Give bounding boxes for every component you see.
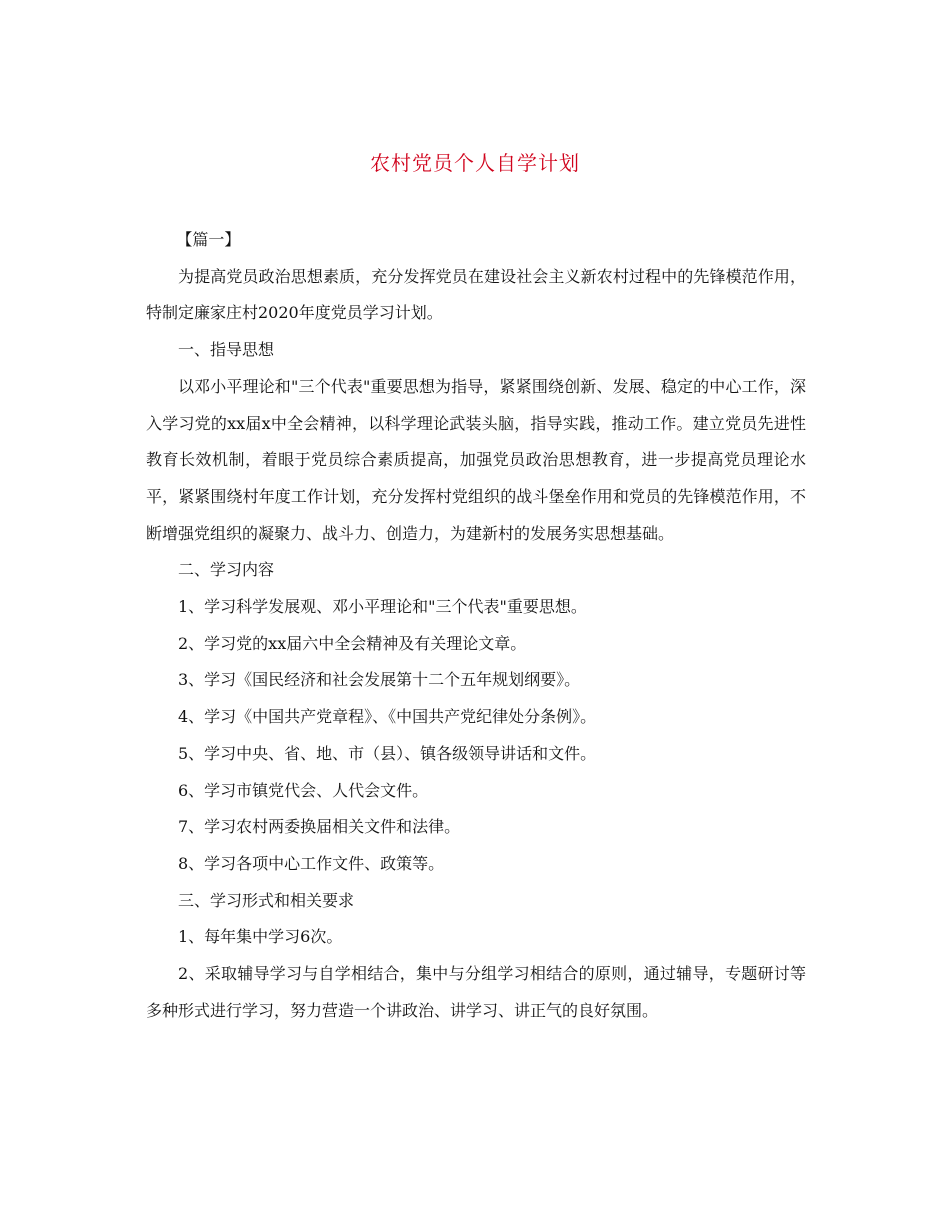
heading-guiding-thought: 一、指导思想 — [178, 340, 275, 360]
heading-study-content: 二、学习内容 — [178, 560, 275, 580]
study-item: 4、学习《中国共产党章程》、《中国共产党纪律处分条例》。 — [178, 707, 597, 727]
study-item: 1、学习科学发展观、邓小平理论和"三个代表"重要思想。 — [178, 597, 587, 617]
requirement-item: 1、每年集中学习6次。 — [178, 927, 343, 947]
study-item: 5、学习中央、省、地、市（县）、镇各级领导讲话和文件。 — [178, 743, 597, 763]
requirement-item: 2、采取辅导学习与自学相结合，集中与分组学习相结合的原则，通过辅导，专题研讨等多种形式进行学习，努力营造一个讲政治、讲学习、讲正气的良好氛围。 — [146, 964, 806, 1020]
study-item: 2、学习党的xx届六中全会精神及有关理论文章。 — [178, 633, 527, 653]
study-item: 8、学习各项中心工作文件、政策等。 — [178, 853, 445, 873]
study-item: 7、学习农村两委换届相关文件和法律。 — [178, 817, 461, 837]
section-tag: 【篇一】 — [176, 230, 241, 249]
study-item: 6、学习市镇党代会、人代会文件。 — [178, 780, 429, 800]
guiding-thought-paragraph: 以邓小平理论和"三个代表"重要思想为指导，紧紧围绕创新、发展、稳定的中心工作，深入学习党的xx届x中全会精神，以科学理论武装头脑，指导实践，推动工作。建立党员先进性教育长效机制，着眼于党员综合素质提高，加强党员政治思想教育，进一步提高党员理论水平，紧紧围绕村年度工作计划，充分发挥村党组织的战斗堡垒作用和党员的先锋模范作用，不断增强党组织的凝聚力、战斗力、创造力，为建新村的发展务实思想基础。 — [146, 376, 806, 543]
heading-study-form: 三、学习形式和相关要求 — [178, 890, 355, 910]
document-body — [146, 222, 806, 1029]
study-item: 3、学习《国民经济和社会发展第十二个五年规划纲要》。 — [178, 670, 581, 690]
document-title: 农村党员个人自学计划 — [370, 151, 580, 175]
intro-paragraph: 为提高党员政治思想素质，充分发挥党员在建设社会主义新农村过程中的先锋模范作用，特制定廉家庄村2020年度党员学习计划。 — [146, 266, 806, 323]
